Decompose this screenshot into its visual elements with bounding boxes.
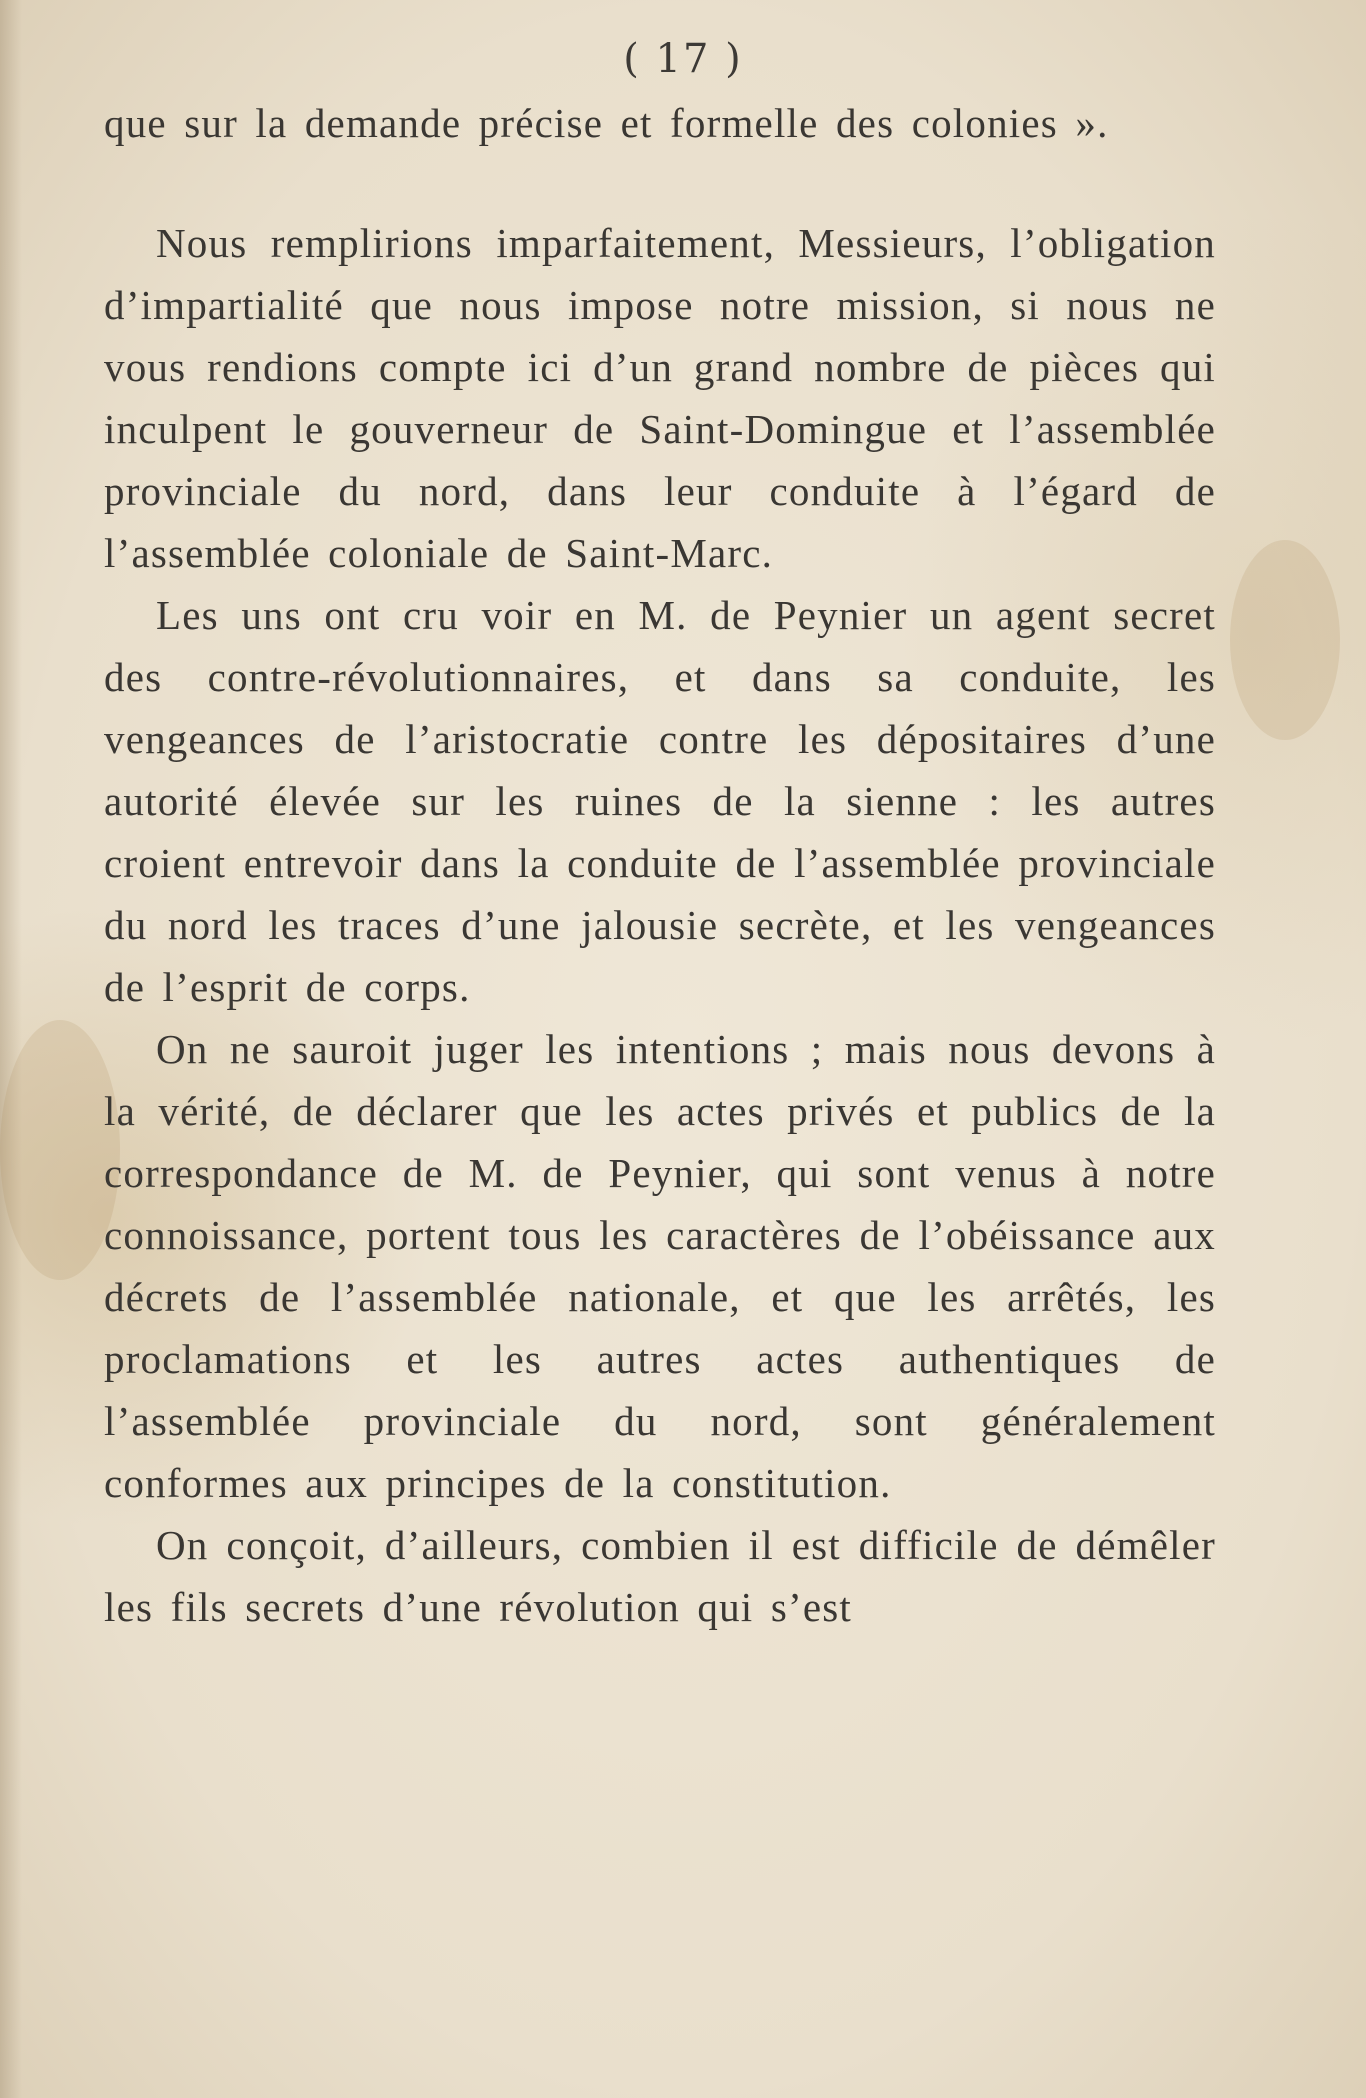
paragraph: Nous remplirions imparfaitement, Messieurs, l’obligation d’impartialité que nous impose notre mission, si nous ne vous rendions compte ici d’un grand nombre de pièces qui inculpent le gouverneur de Saint-Domingue et l’assemblée provinciale du nord, dans leur conduite à l’égard de l’assemblée coloniale de Saint-Marc. [104, 220, 1216, 576]
page-edge-shadow [0, 0, 22, 2098]
paragraph-continuation: que sur la demande précise et formelle des colonies ». [104, 100, 1109, 146]
page-number: ( 17 ) [623, 36, 743, 82]
paragraph-gap [104, 154, 1216, 212]
body-text [104, 92, 1216, 1638]
paper-stain [1230, 540, 1340, 740]
paragraph: Les uns ont cru voir en M. de Peynier un agent secret des contre-révolutionnaires, et dans sa conduite, les vengeances de l’aristocratie contre les dépositaires d’une autorité élevée sur les ruines de la sienne : les autres croient entrevoir dans la conduite de l’assemblée provinciale du nord les traces d’une jalousie secrète, et les vengeances de l’esprit de corps. [104, 592, 1216, 1010]
paragraph: On ne sauroit juger les intentions ; mais nous devons à la vérité, de déclarer que les actes privés et publics de la correspondance de M. de Peynier, qui sont venus à notre connoissance, portent tous les caractères de l’obéissance aux décrets de l’assemblée nationale, et que les arrêtés, les proclamations et les autres actes authentiques de l’assemblée provinciale du nord, sont généralement conformes aux principes de la constitution. [104, 1026, 1216, 1506]
paper-stain [0, 1020, 120, 1280]
paragraph-trailing: On conçoit, d’ailleurs, combien il est difficile de démêler les fils secrets d’une révolution qui s’est [104, 1522, 1216, 1630]
